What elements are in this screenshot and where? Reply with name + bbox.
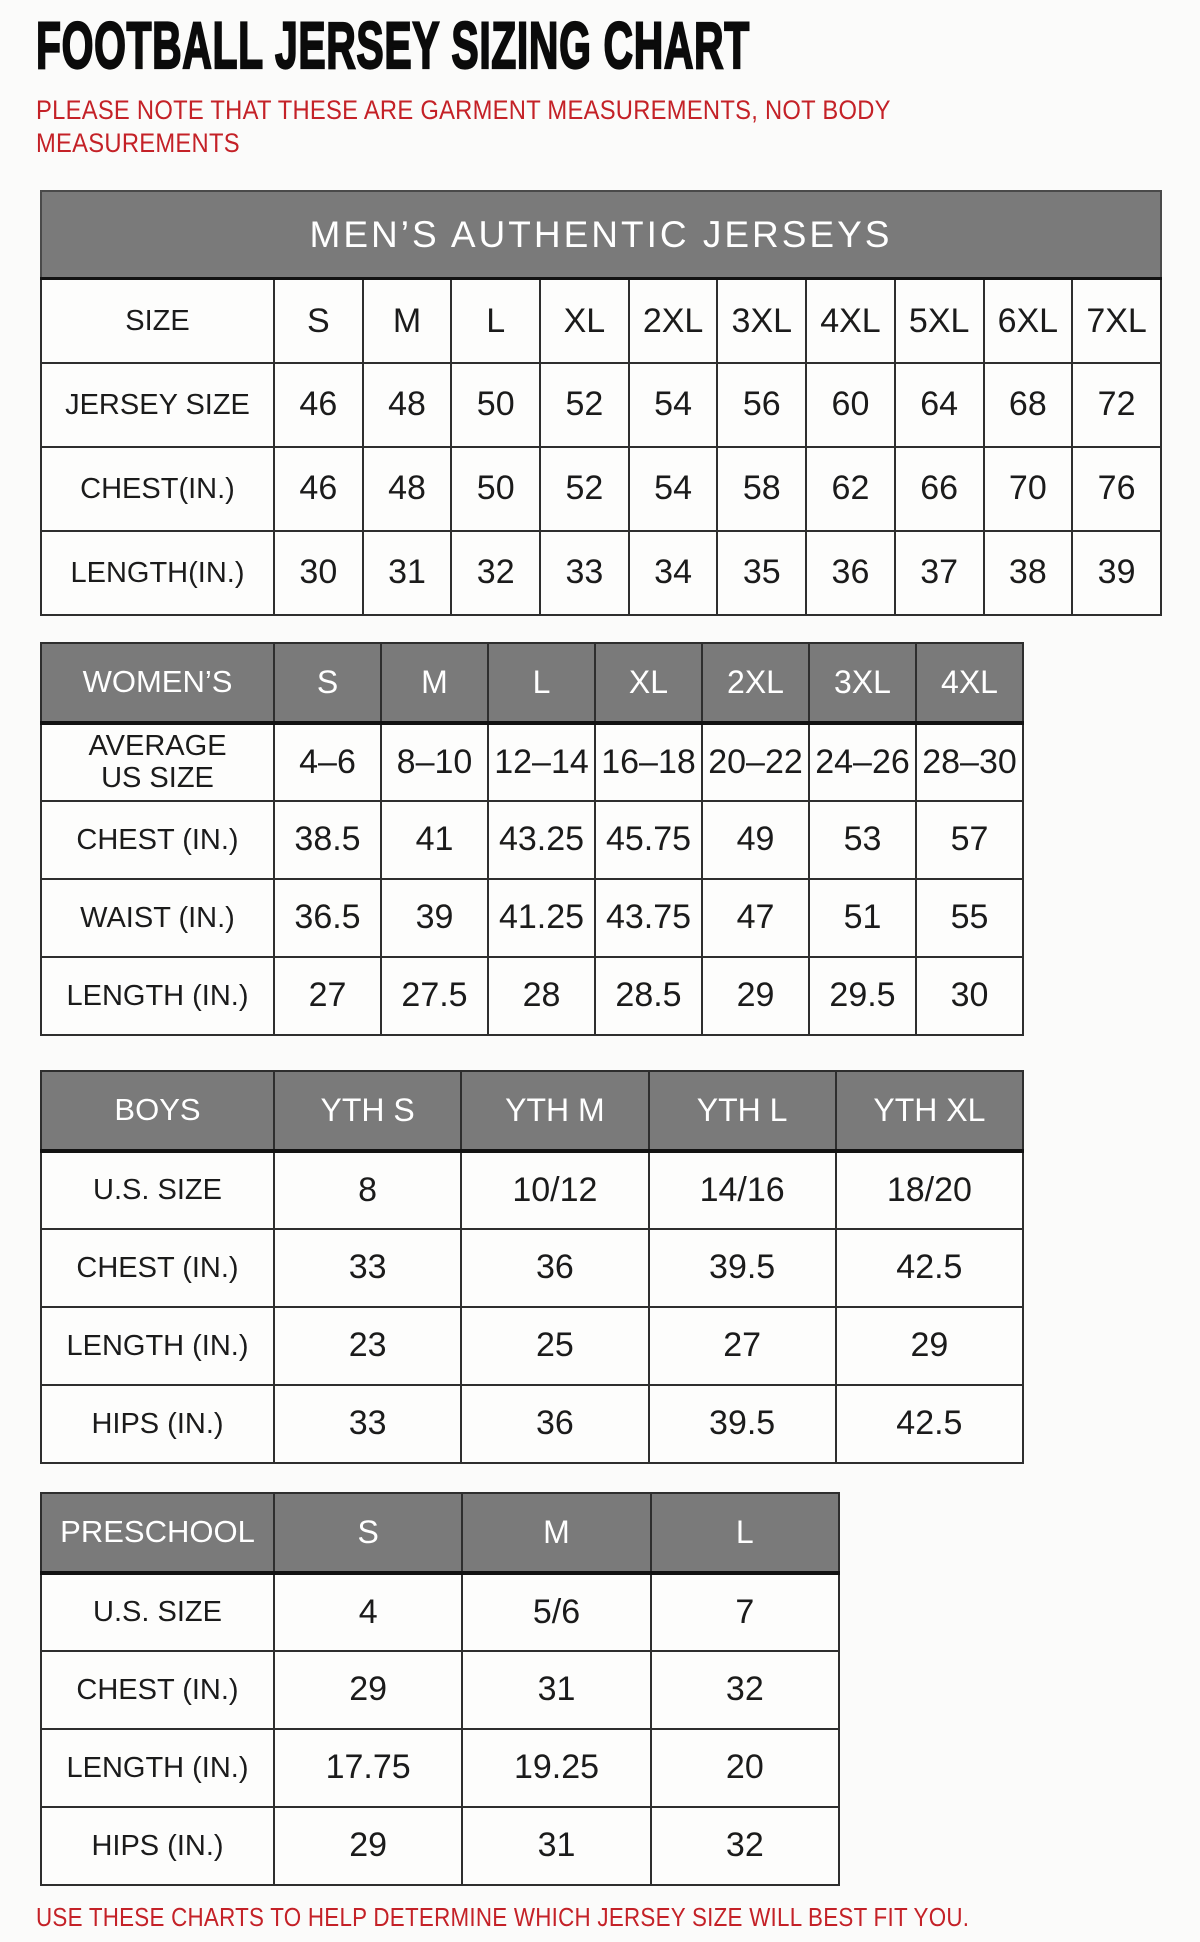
- label-text: CHEST (IN.): [76, 1251, 239, 1284]
- cell-text: L: [486, 301, 506, 340]
- preschool-header-row: [41, 1493, 839, 1573]
- size-cell: [649, 1307, 836, 1385]
- size-cell: [916, 723, 1023, 801]
- size-cell: [274, 1807, 462, 1885]
- size-cell: [274, 447, 363, 531]
- cell-text: 39: [1097, 553, 1136, 592]
- row-label: [41, 801, 274, 879]
- size-cell: [649, 1385, 836, 1463]
- size-cell: [274, 801, 381, 879]
- page-title: FOOTBALL JERSEY SIZING CHART: [36, 8, 750, 82]
- size-cell: [702, 879, 809, 957]
- size-cell: [488, 879, 595, 957]
- cell-text: 42.5: [896, 1248, 963, 1287]
- cell-text: 28.5: [615, 976, 682, 1015]
- row-label: [41, 531, 274, 615]
- cell-text: 29: [910, 1326, 949, 1365]
- size-cell: [1072, 531, 1161, 615]
- header-text: 2XL: [727, 663, 784, 700]
- cell-text: 33: [565, 553, 604, 592]
- cell-text: 47: [736, 898, 775, 937]
- column-header: [274, 1493, 462, 1573]
- header-text: XL: [628, 663, 669, 700]
- cell-text: 34: [654, 553, 692, 592]
- size-cell: [595, 879, 702, 957]
- cell-text: 19.25: [513, 1748, 600, 1787]
- size-cell: [806, 531, 895, 615]
- cell-text: 33: [348, 1404, 387, 1443]
- header-text: YTH L: [696, 1091, 788, 1128]
- size-cell: [809, 957, 916, 1035]
- header-text: 3XL: [834, 663, 891, 700]
- garment-measurements-note: PLEASE NOTE THAT THESE ARE GARMENT MEASUREMENTS, NOT BODY MEASUREMENTS: [36, 95, 891, 158]
- header-text: M: [543, 1513, 570, 1550]
- header-text: YTH S: [320, 1091, 415, 1128]
- cell-text: 42.5: [896, 1404, 963, 1443]
- size-cell: [274, 363, 363, 447]
- size-cell: [651, 1729, 839, 1807]
- column-header: [274, 643, 381, 723]
- size-cell: [540, 363, 629, 447]
- table-row: [41, 957, 1023, 1035]
- size-cell: [651, 1807, 839, 1885]
- cell-text: 5/6: [532, 1592, 581, 1631]
- table-row: [41, 1229, 1023, 1307]
- size-cell: [363, 279, 452, 363]
- size-cell: [806, 447, 895, 531]
- banner-text: MEN’S AUTHENTIC JERSEYS: [309, 213, 893, 255]
- cell-text: 50: [476, 385, 515, 424]
- cell-text: 16–18: [601, 742, 696, 781]
- column-header: [649, 1071, 836, 1151]
- size-cell: [274, 1307, 461, 1385]
- label-text: LENGTH (IN.): [66, 979, 249, 1012]
- size-cell: [629, 363, 718, 447]
- size-cell: [806, 279, 895, 363]
- cell-text: 41: [415, 820, 454, 859]
- cell-text: 33: [348, 1248, 387, 1287]
- size-cell: [488, 957, 595, 1035]
- cell-text: 27: [723, 1326, 762, 1365]
- cell-text: 36: [831, 553, 870, 592]
- column-header: [381, 643, 488, 723]
- cell-text: 32: [725, 1670, 764, 1709]
- cell-text: 7XL: [1086, 301, 1147, 340]
- size-cell: [836, 1151, 1023, 1229]
- mens-sizing-table: [40, 190, 1162, 616]
- column-header: [461, 1071, 648, 1151]
- column-header: [274, 1071, 461, 1151]
- size-cell: [836, 1229, 1023, 1307]
- cell-text: 52: [565, 469, 604, 508]
- header-text: 4XL: [941, 663, 998, 700]
- header-text: S: [357, 1513, 379, 1550]
- cell-text: 76: [1097, 469, 1136, 508]
- cell-text: 20: [725, 1748, 764, 1787]
- tables-container: [36, 190, 1200, 1886]
- header-text: BOYS: [114, 1092, 201, 1128]
- size-cell: [806, 363, 895, 447]
- size-cell: [461, 1229, 648, 1307]
- cell-text: 55: [950, 898, 989, 937]
- size-cell: [381, 957, 488, 1035]
- cell-text: 38: [1008, 553, 1047, 592]
- cell-text: 38.5: [294, 820, 361, 859]
- row-label: [41, 447, 274, 531]
- size-cell: [1072, 279, 1161, 363]
- row-label: [41, 957, 274, 1035]
- cell-text: 4–6: [299, 742, 356, 781]
- label-text: LENGTH(IN.): [70, 556, 245, 589]
- size-cell: [363, 363, 452, 447]
- column-header: [651, 1493, 839, 1573]
- cell-text: 54: [654, 385, 692, 424]
- size-cell: [649, 1151, 836, 1229]
- label-text: CHEST (IN.): [76, 1673, 239, 1706]
- column-header: [702, 643, 809, 723]
- cell-text: 18/20: [886, 1170, 972, 1209]
- label-text: LENGTH (IN.): [66, 1329, 249, 1362]
- size-cell: [809, 723, 916, 801]
- row-label: [41, 879, 274, 957]
- womens-sizing-table: [40, 642, 1024, 1036]
- size-cell: [984, 531, 1073, 615]
- header-text: S: [316, 663, 339, 700]
- cell-text: 4XL: [820, 301, 881, 340]
- cell-text: 28–30: [922, 742, 1017, 781]
- cell-text: 35: [742, 553, 781, 592]
- size-cell: [274, 531, 363, 615]
- column-header: [836, 1071, 1023, 1151]
- row-label: [41, 1229, 274, 1307]
- size-cell: [274, 957, 381, 1035]
- size-cell: [595, 801, 702, 879]
- size-cell: [895, 447, 984, 531]
- cell-text: 36: [535, 1404, 574, 1443]
- cell-text: 24–26: [815, 742, 910, 781]
- cell-text: 43.25: [498, 820, 585, 859]
- label-text: U.S. SIZE: [93, 1596, 222, 1629]
- size-cell: [651, 1573, 839, 1651]
- column-header: [916, 643, 1023, 723]
- size-cell: [702, 723, 809, 801]
- size-cell: [540, 447, 629, 531]
- cell-text: 49: [736, 820, 775, 859]
- size-cell: [595, 723, 702, 801]
- size-cell: [274, 1151, 461, 1229]
- size-cell: [717, 279, 806, 363]
- cell-text: 27: [308, 976, 347, 1015]
- label-text: AVERAGE US SIZE: [88, 729, 227, 795]
- row-label: [41, 1385, 274, 1463]
- column-header: [595, 643, 702, 723]
- size-cell: [274, 1573, 462, 1651]
- size-cell: [836, 1307, 1023, 1385]
- cell-text: 29: [736, 976, 775, 1015]
- size-cell: [451, 363, 540, 447]
- header-text: WOMEN’S: [82, 664, 233, 700]
- row-label: [41, 723, 274, 801]
- preschool-sizing-table: [40, 1492, 840, 1886]
- womens-header-row: [41, 643, 1023, 723]
- cell-text: 53: [843, 820, 882, 859]
- size-cell: [702, 801, 809, 879]
- cell-text: 36.5: [294, 898, 361, 937]
- cell-text: 20–22: [708, 742, 803, 781]
- size-cell: [381, 801, 488, 879]
- table-row: [41, 1385, 1023, 1463]
- cell-text: 12–14: [494, 742, 589, 781]
- cell-text: 29: [349, 1826, 388, 1865]
- boys-header-row: [41, 1071, 1023, 1151]
- cell-text: 68: [1008, 385, 1047, 424]
- row-label: [41, 363, 274, 447]
- size-cell: [274, 1229, 461, 1307]
- size-cell: [461, 1307, 648, 1385]
- footer-note: USE THESE CHARTS TO HELP DETERMINE WHICH JERSEY SIZE WILL BEST FIT YOU.: [36, 1901, 970, 1932]
- table-row: [41, 1729, 839, 1807]
- label-text: HIPS (IN.): [91, 1829, 224, 1862]
- size-cell: [363, 531, 452, 615]
- size-cell: [984, 279, 1073, 363]
- header-text: YTH XL: [873, 1091, 986, 1128]
- row-label: [41, 1729, 274, 1807]
- label-text: SIZE: [125, 304, 190, 337]
- label-text: CHEST (IN.): [76, 823, 239, 856]
- header-text: L: [735, 1513, 754, 1550]
- table-row: [41, 723, 1023, 801]
- cell-text: 37: [920, 553, 959, 592]
- size-cell: [540, 279, 629, 363]
- size-cell: [1072, 447, 1161, 531]
- cell-text: 60: [831, 385, 870, 424]
- cell-text: 29.5: [829, 976, 896, 1015]
- cell-text: 50: [476, 469, 515, 508]
- cell-text: 70: [1008, 469, 1047, 508]
- size-cell: [1072, 363, 1161, 447]
- cell-text: 64: [920, 385, 959, 424]
- size-cell: [809, 801, 916, 879]
- cell-text: 30: [299, 553, 338, 592]
- table-row: [41, 1807, 839, 1885]
- size-cell: [461, 1385, 648, 1463]
- cell-text: 43.75: [605, 898, 692, 937]
- size-cell: [836, 1385, 1023, 1463]
- cell-text: 39: [415, 898, 454, 937]
- size-cell: [274, 279, 363, 363]
- size-cell: [274, 1385, 461, 1463]
- cell-text: 2XL: [642, 301, 704, 340]
- size-cell: [274, 1651, 462, 1729]
- size-cell: [488, 723, 595, 801]
- cell-text: 29: [349, 1670, 388, 1709]
- size-cell: [809, 879, 916, 957]
- table-row: [41, 447, 1161, 531]
- size-cell: [629, 531, 718, 615]
- cell-text: 56: [742, 385, 781, 424]
- size-cell: [451, 531, 540, 615]
- cell-text: 66: [920, 469, 959, 508]
- size-cell: [649, 1229, 836, 1307]
- cell-text: 46: [299, 469, 338, 508]
- column-header: [488, 643, 595, 723]
- row-label: [41, 1151, 274, 1229]
- cell-text: 3XL: [731, 301, 793, 340]
- size-cell: [274, 879, 381, 957]
- preschool-table-title: [41, 1493, 274, 1573]
- size-cell: [381, 879, 488, 957]
- size-cell: [462, 1651, 650, 1729]
- size-cell: [381, 723, 488, 801]
- header-text: YTH M: [505, 1091, 605, 1128]
- cell-text: 39.5: [709, 1404, 776, 1443]
- label-text: CHEST(IN.): [80, 472, 235, 505]
- cell-text: 30: [950, 976, 989, 1015]
- table-row: [41, 1151, 1023, 1229]
- header-text: L: [532, 663, 551, 700]
- table-row: [41, 1651, 839, 1729]
- size-cell: [702, 957, 809, 1035]
- row-label: [41, 279, 274, 363]
- table-row: [41, 363, 1161, 447]
- size-cell: [916, 879, 1023, 957]
- size-cell: [629, 279, 718, 363]
- cell-text: 41.25: [498, 898, 585, 937]
- cell-text: 4: [358, 1592, 378, 1631]
- size-cell: [651, 1651, 839, 1729]
- size-cell: [540, 531, 629, 615]
- table-row: [41, 879, 1023, 957]
- cell-text: 31: [537, 1670, 576, 1709]
- cell-text: 32: [476, 553, 515, 592]
- label-text: HIPS (IN.): [91, 1407, 224, 1440]
- cell-text: 27.5: [401, 976, 468, 1015]
- cell-text: 23: [348, 1326, 387, 1365]
- size-cell: [274, 1729, 462, 1807]
- size-cell: [462, 1729, 650, 1807]
- cell-text: 31: [537, 1826, 576, 1865]
- cell-text: 14/16: [699, 1170, 785, 1209]
- size-cell: [916, 801, 1023, 879]
- size-cell: [984, 447, 1073, 531]
- table-row: [41, 801, 1023, 879]
- boys-table-title: [41, 1071, 274, 1151]
- cell-text: 7: [735, 1592, 755, 1631]
- table-row: [41, 279, 1161, 363]
- size-cell: [717, 531, 806, 615]
- cell-text: 52: [565, 385, 604, 424]
- cell-text: XL: [563, 301, 606, 340]
- cell-text: 62: [831, 469, 870, 508]
- header-text: PRESCHOOL: [60, 1514, 255, 1550]
- row-label: [41, 1307, 274, 1385]
- cell-text: 32: [725, 1826, 764, 1865]
- label-text: LENGTH (IN.): [66, 1751, 249, 1784]
- label-text: JERSEY SIZE: [65, 388, 250, 421]
- size-cell: [629, 447, 718, 531]
- row-label: [41, 1651, 274, 1729]
- cell-text: 72: [1097, 385, 1136, 424]
- row-label: [41, 1807, 274, 1885]
- size-cell: [363, 447, 452, 531]
- cell-text: 36: [535, 1248, 574, 1287]
- size-cell: [895, 363, 984, 447]
- row-label: [41, 1573, 274, 1651]
- cell-text: 46: [299, 385, 338, 424]
- size-cell: [895, 279, 984, 363]
- cell-text: 17.75: [325, 1748, 411, 1787]
- size-cell: [461, 1151, 648, 1229]
- label-text: WAIST (IN.): [80, 901, 235, 934]
- mens-header-row: [41, 191, 1161, 279]
- size-cell: [488, 801, 595, 879]
- cell-text: S: [307, 301, 330, 340]
- size-cell: [462, 1807, 650, 1885]
- cell-text: 10/12: [512, 1170, 598, 1209]
- size-cell: [916, 957, 1023, 1035]
- cell-text: 6XL: [997, 301, 1059, 340]
- cell-text: 48: [388, 385, 426, 424]
- header-text: M: [421, 663, 448, 700]
- mens-table-banner: [41, 191, 1161, 279]
- size-cell: [451, 279, 540, 363]
- size-cell: [595, 957, 702, 1035]
- cell-text: 45.75: [605, 820, 692, 859]
- table-row: [41, 531, 1161, 615]
- size-cell: [717, 447, 806, 531]
- cell-text: 8–10: [396, 742, 473, 781]
- table-row: [41, 1307, 1023, 1385]
- size-cell: [717, 363, 806, 447]
- cell-text: 8: [358, 1170, 378, 1209]
- cell-text: 57: [950, 820, 989, 859]
- cell-text: 28: [522, 976, 561, 1015]
- size-cell: [895, 531, 984, 615]
- cell-text: 39.5: [709, 1248, 776, 1287]
- column-header: [809, 643, 916, 723]
- boys-sizing-table: [40, 1070, 1024, 1464]
- cell-text: 48: [388, 469, 426, 508]
- cell-text: 51: [843, 898, 882, 937]
- cell-text: 5XL: [908, 301, 970, 340]
- size-cell: [274, 723, 381, 801]
- cell-text: M: [392, 301, 422, 340]
- size-cell: [451, 447, 540, 531]
- cell-text: 54: [654, 469, 692, 508]
- cell-text: 58: [742, 469, 781, 508]
- size-cell: [462, 1573, 650, 1651]
- womens-table-title: [41, 643, 274, 723]
- cell-text: 31: [388, 553, 426, 592]
- size-cell: [984, 363, 1073, 447]
- cell-text: 25: [535, 1326, 574, 1365]
- table-row: [41, 1573, 839, 1651]
- column-header: [462, 1493, 650, 1573]
- label-text: U.S. SIZE: [93, 1174, 222, 1207]
